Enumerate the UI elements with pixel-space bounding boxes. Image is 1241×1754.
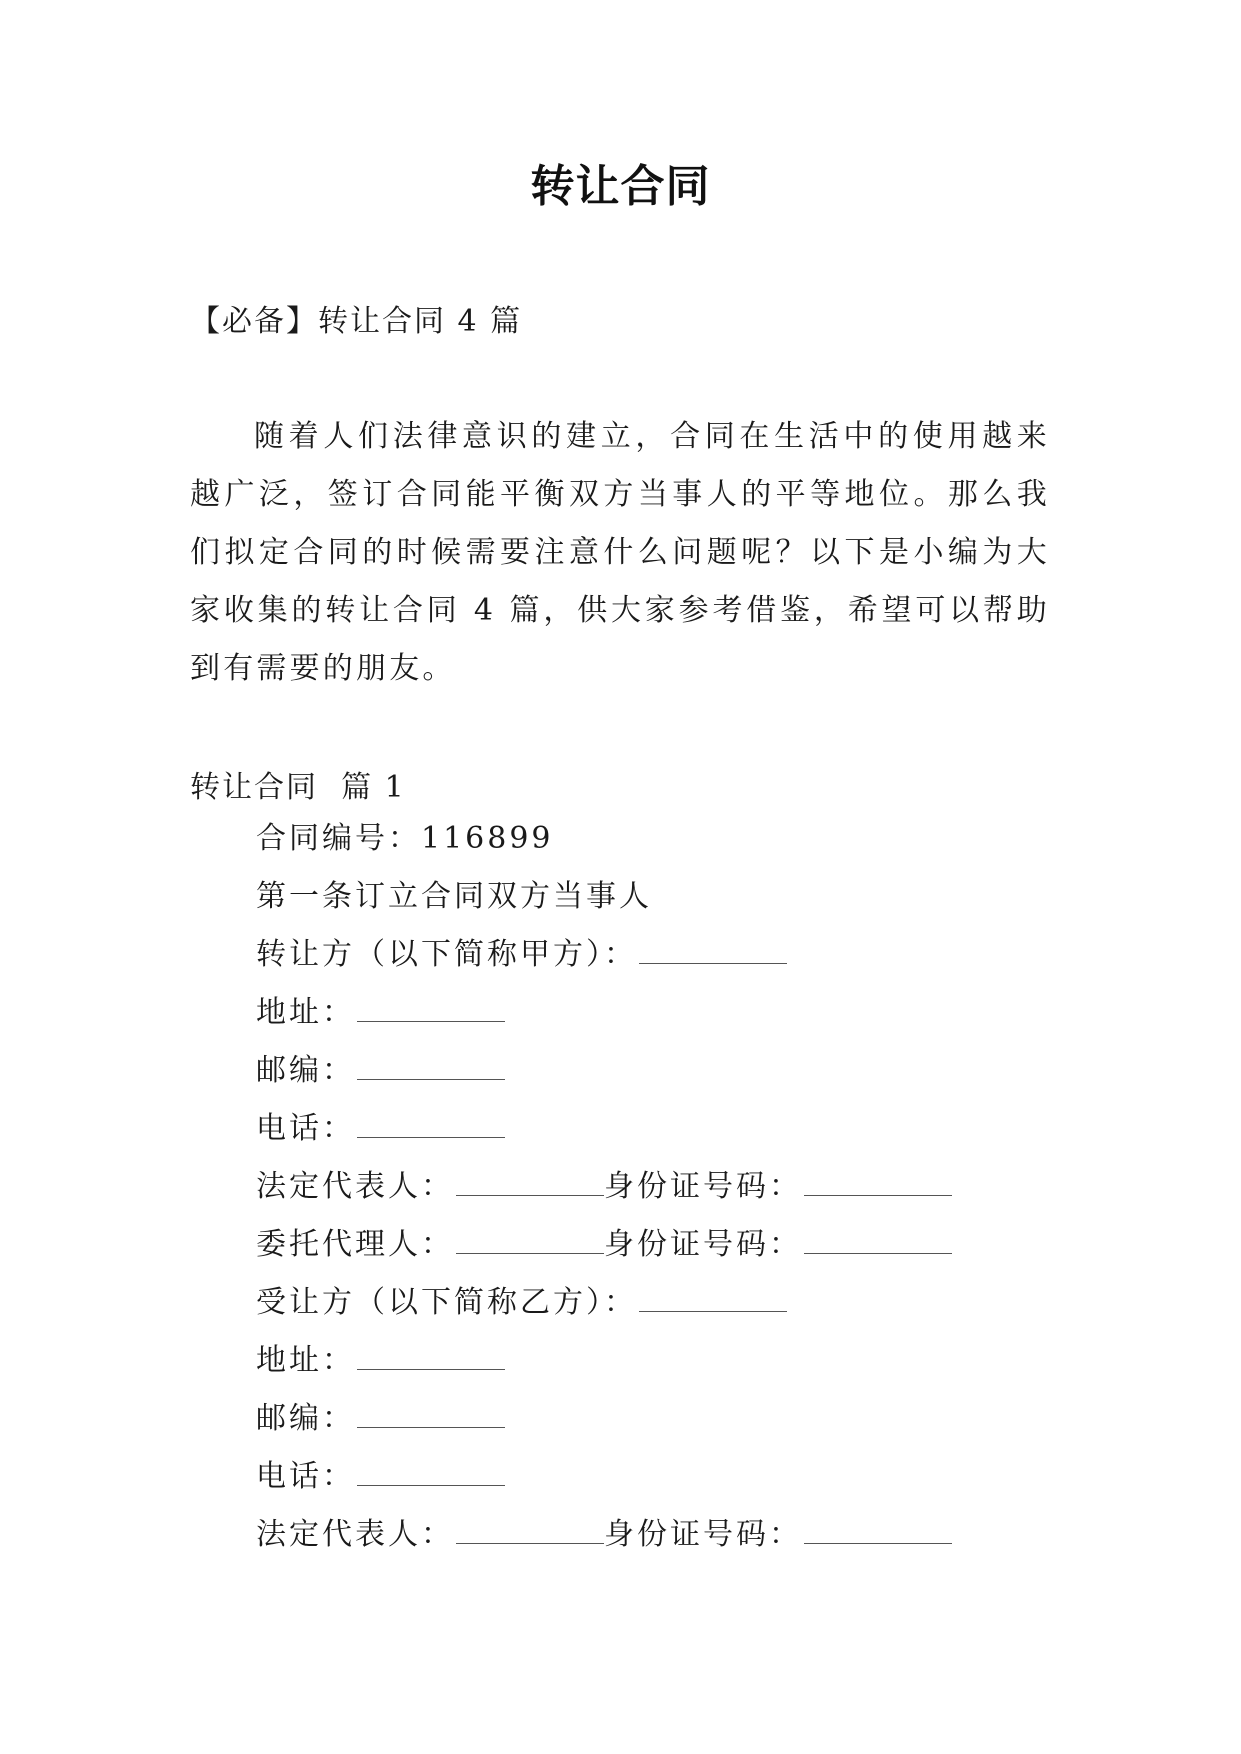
field-label: 法定代表人： bbox=[256, 1517, 454, 1552]
contract-line bbox=[256, 1274, 952, 1332]
contract-line bbox=[256, 868, 952, 926]
contract-line bbox=[256, 1390, 952, 1448]
field-label: 身份证号码： bbox=[604, 1169, 802, 1204]
blank-fill-line bbox=[357, 1401, 505, 1428]
field-label: 地址： bbox=[256, 995, 355, 1030]
field-label: 身份证号码： bbox=[604, 1227, 802, 1262]
blank-fill-line bbox=[357, 1053, 505, 1080]
blank-fill-line bbox=[804, 1169, 952, 1196]
field-label: 第一条订立合同双方当事人 bbox=[256, 879, 652, 914]
contract-line bbox=[256, 1332, 952, 1390]
blank-fill-line bbox=[456, 1169, 604, 1196]
field-label: 电话： bbox=[256, 1111, 355, 1146]
blank-fill-line bbox=[357, 1343, 505, 1370]
field-label: 委托代理人： bbox=[256, 1227, 454, 1262]
contract-line bbox=[256, 1158, 952, 1216]
document-subtitle: 【必备】转让合同 4 篇 bbox=[190, 304, 523, 339]
blank-fill-line bbox=[639, 1285, 787, 1312]
contract-line bbox=[256, 1100, 952, 1158]
blank-fill-line bbox=[639, 937, 787, 964]
blank-fill-line bbox=[456, 1517, 604, 1544]
field-label: 邮编： bbox=[256, 1401, 355, 1436]
blank-fill-line bbox=[804, 1227, 952, 1254]
blank-fill-line bbox=[357, 1111, 505, 1138]
section-heading: 转让合同 篇 1 bbox=[190, 770, 406, 805]
field-label: 邮编： bbox=[256, 1053, 355, 1088]
intro-paragraph: 随着人们法律意识的建立，合同在生活中的使用越来越广泛，签订合同能平衡双方当事人的平等地位。那么我们拟定合同的时候需要注意什么问题呢？以下是小编为大家收集的转让合同 4 篇，供大家参考借鉴，希望可以帮助到有需要的朋友。 bbox=[190, 419, 1050, 686]
field-label: 身份证号码： bbox=[604, 1517, 802, 1552]
contract-line bbox=[256, 984, 952, 1042]
contract-line bbox=[256, 1506, 952, 1564]
field-label: 合同编号：116899 bbox=[256, 821, 554, 856]
field-label: 转让方（以下简称甲方）： bbox=[256, 937, 637, 972]
contract-line bbox=[256, 926, 952, 984]
field-label: 地址： bbox=[256, 1343, 355, 1378]
contract-fields bbox=[256, 810, 952, 1564]
contract-line bbox=[256, 1448, 952, 1506]
blank-fill-line bbox=[804, 1517, 952, 1544]
blank-fill-line bbox=[456, 1227, 604, 1254]
contract-line bbox=[256, 1042, 952, 1100]
contract-line bbox=[256, 810, 952, 868]
field-label: 法定代表人： bbox=[256, 1169, 454, 1204]
blank-fill-line bbox=[357, 995, 505, 1022]
field-label: 电话： bbox=[256, 1459, 355, 1494]
field-label: 受让方（以下简称乙方）： bbox=[256, 1285, 637, 1320]
blank-fill-line bbox=[357, 1459, 505, 1486]
contract-line bbox=[256, 1216, 952, 1274]
document-title: 转让合同 bbox=[530, 161, 711, 212]
